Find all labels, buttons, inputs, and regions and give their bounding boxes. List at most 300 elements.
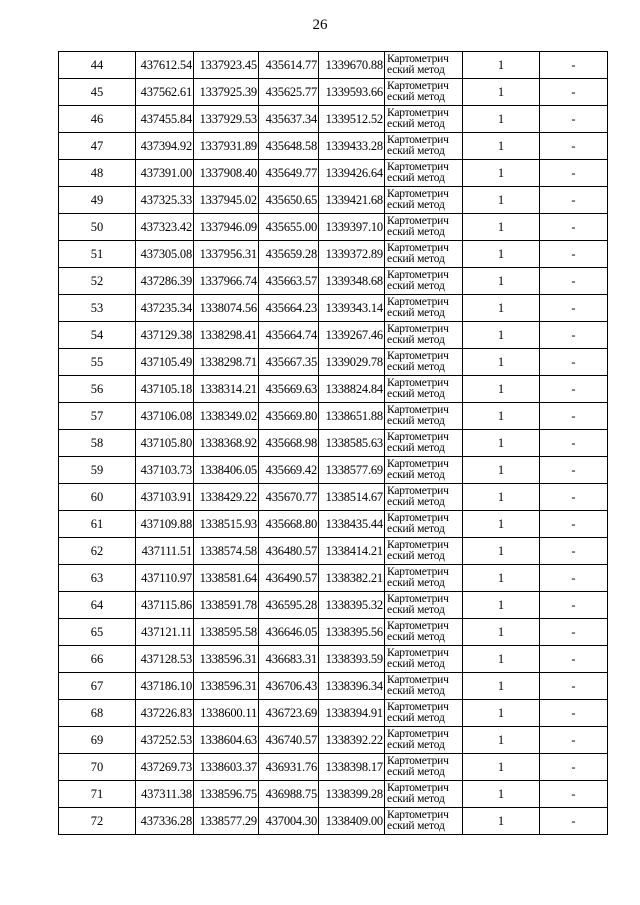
- method-cell: [385, 430, 463, 457]
- x2-coordinate-cell: 435668.80: [259, 511, 319, 538]
- x2-coordinate-cell: 435669.42: [259, 457, 319, 484]
- description-cell: -: [540, 349, 608, 376]
- x1-coordinate-cell: 437394.92: [136, 133, 194, 160]
- y1-coordinate-cell: 1338074.56: [194, 295, 259, 322]
- y1-coordinate-cell: 1338596.31: [194, 673, 259, 700]
- method-text-line: Картометрич: [387, 323, 449, 335]
- y2-coordinate-cell: 1339421.68: [319, 187, 385, 214]
- method-text-line: еский метод: [387, 739, 445, 751]
- method-text-line: еский метод: [387, 172, 445, 184]
- accuracy-cell: 1: [463, 511, 540, 538]
- description-cell: -: [540, 322, 608, 349]
- method-text-line: еский метод: [387, 631, 445, 643]
- method-cell: [385, 619, 463, 646]
- point-number-cell: 52: [59, 268, 136, 295]
- method-text-line: Картометрич: [387, 215, 449, 227]
- x2-coordinate-cell: 437004.30: [259, 808, 319, 835]
- accuracy-cell: 1: [463, 187, 540, 214]
- method-text-line: Картометрич: [387, 539, 449, 551]
- x2-coordinate-cell: 435670.77: [259, 484, 319, 511]
- x2-coordinate-cell: 436683.31: [259, 646, 319, 673]
- accuracy-cell: 1: [463, 349, 540, 376]
- point-number-cell: 49: [59, 187, 136, 214]
- x2-coordinate-cell: 435614.77: [259, 52, 319, 79]
- accuracy-cell: 1: [463, 808, 540, 835]
- point-number-cell: 50: [59, 214, 136, 241]
- table-row: [59, 430, 608, 457]
- description-cell: -: [540, 376, 608, 403]
- y1-coordinate-cell: 1337925.39: [194, 79, 259, 106]
- description-cell: -: [540, 430, 608, 457]
- description-cell: -: [540, 619, 608, 646]
- accuracy-cell: 1: [463, 592, 540, 619]
- table-row: [59, 79, 608, 106]
- x2-coordinate-cell: 435637.34: [259, 106, 319, 133]
- x1-coordinate-cell: 437226.83: [136, 700, 194, 727]
- method-text-line: Картометрич: [387, 161, 449, 173]
- method-cell: [385, 133, 463, 160]
- x2-coordinate-cell: 435664.74: [259, 322, 319, 349]
- x2-coordinate-cell: 435663.57: [259, 268, 319, 295]
- x2-coordinate-cell: 436595.28: [259, 592, 319, 619]
- method-text-line: еский метод: [387, 91, 445, 103]
- x2-coordinate-cell: 436706.43: [259, 673, 319, 700]
- method-text-line: Картометрич: [387, 431, 449, 443]
- y1-coordinate-cell: 1338596.75: [194, 781, 259, 808]
- method-text-line: еский метод: [387, 118, 445, 130]
- coordinates-table: [58, 51, 608, 835]
- x2-coordinate-cell: 436988.75: [259, 781, 319, 808]
- point-number-cell: 48: [59, 160, 136, 187]
- point-number-cell: 65: [59, 619, 136, 646]
- method-text-line: Картометрич: [387, 107, 449, 119]
- method-text-line: Картометрич: [387, 674, 449, 686]
- table-row: [59, 781, 608, 808]
- method-text-line: еский метод: [387, 469, 445, 481]
- x1-coordinate-cell: 437235.34: [136, 295, 194, 322]
- point-number-cell: 61: [59, 511, 136, 538]
- method-text-line: еский метод: [387, 307, 445, 319]
- y2-coordinate-cell: 1338577.69: [319, 457, 385, 484]
- method-cell: [385, 322, 463, 349]
- method-text-line: Картометрич: [387, 701, 449, 713]
- y2-coordinate-cell: 1339426.64: [319, 160, 385, 187]
- x2-coordinate-cell: 436480.57: [259, 538, 319, 565]
- description-cell: -: [540, 727, 608, 754]
- x1-coordinate-cell: 437336.28: [136, 808, 194, 835]
- y1-coordinate-cell: 1337908.40: [194, 160, 259, 187]
- method-cell: [385, 781, 463, 808]
- point-number-cell: 67: [59, 673, 136, 700]
- table-row: [59, 133, 608, 160]
- table-row: [59, 52, 608, 79]
- method-text-line: еский метод: [387, 793, 445, 805]
- x1-coordinate-cell: 437128.53: [136, 646, 194, 673]
- accuracy-cell: 1: [463, 781, 540, 808]
- y2-coordinate-cell: 1338414.21: [319, 538, 385, 565]
- method-cell: [385, 160, 463, 187]
- accuracy-cell: 1: [463, 241, 540, 268]
- y1-coordinate-cell: 1338314.21: [194, 376, 259, 403]
- x1-coordinate-cell: 437129.38: [136, 322, 194, 349]
- y1-coordinate-cell: 1338298.41: [194, 322, 259, 349]
- method-cell: [385, 592, 463, 619]
- description-cell: -: [540, 538, 608, 565]
- method-text-line: Картометрич: [387, 512, 449, 524]
- method-text-line: Картометрич: [387, 458, 449, 470]
- y2-coordinate-cell: 1339348.68: [319, 268, 385, 295]
- accuracy-cell: 1: [463, 457, 540, 484]
- table-row: [59, 511, 608, 538]
- method-text-line: Картометрич: [387, 296, 449, 308]
- x2-coordinate-cell: 435668.98: [259, 430, 319, 457]
- accuracy-cell: 1: [463, 160, 540, 187]
- method-text-line: Картометрич: [387, 782, 449, 794]
- method-text-line: Картометрич: [387, 188, 449, 200]
- method-cell: [385, 214, 463, 241]
- description-cell: -: [540, 808, 608, 835]
- method-text-line: еский метод: [387, 685, 445, 697]
- y1-coordinate-cell: 1338574.58: [194, 538, 259, 565]
- method-text-line: Картометрич: [387, 809, 449, 821]
- method-cell: [385, 106, 463, 133]
- x1-coordinate-cell: 437311.38: [136, 781, 194, 808]
- method-cell: [385, 646, 463, 673]
- table-row: [59, 349, 608, 376]
- point-number-cell: 70: [59, 754, 136, 781]
- method-text-line: еский метод: [387, 334, 445, 346]
- x2-coordinate-cell: 436931.76: [259, 754, 319, 781]
- x2-coordinate-cell: 435648.58: [259, 133, 319, 160]
- accuracy-cell: 1: [463, 727, 540, 754]
- table-row: [59, 295, 608, 322]
- method-cell: [385, 187, 463, 214]
- method-text-line: еский метод: [387, 658, 445, 670]
- y2-coordinate-cell: 1338409.00: [319, 808, 385, 835]
- table-row: [59, 673, 608, 700]
- accuracy-cell: 1: [463, 700, 540, 727]
- point-number-cell: 51: [59, 241, 136, 268]
- x2-coordinate-cell: 435625.77: [259, 79, 319, 106]
- x2-coordinate-cell: 435649.77: [259, 160, 319, 187]
- point-number-cell: 56: [59, 376, 136, 403]
- method-cell: [385, 79, 463, 106]
- method-cell: [385, 700, 463, 727]
- y2-coordinate-cell: 1339397.10: [319, 214, 385, 241]
- x1-coordinate-cell: 437106.08: [136, 403, 194, 430]
- y1-coordinate-cell: 1337956.31: [194, 241, 259, 268]
- point-number-cell: 72: [59, 808, 136, 835]
- table-row: [59, 727, 608, 754]
- x1-coordinate-cell: 437269.73: [136, 754, 194, 781]
- table-row: [59, 646, 608, 673]
- y1-coordinate-cell: 1337966.74: [194, 268, 259, 295]
- method-text-line: еский метод: [387, 712, 445, 724]
- y2-coordinate-cell: 1338395.56: [319, 619, 385, 646]
- accuracy-cell: 1: [463, 673, 540, 700]
- x2-coordinate-cell: 436723.69: [259, 700, 319, 727]
- description-cell: -: [540, 754, 608, 781]
- x2-coordinate-cell: 435650.65: [259, 187, 319, 214]
- description-cell: -: [540, 268, 608, 295]
- method-text-line: еский метод: [387, 415, 445, 427]
- x1-coordinate-cell: 437325.33: [136, 187, 194, 214]
- description-cell: -: [540, 646, 608, 673]
- y2-coordinate-cell: 1338395.32: [319, 592, 385, 619]
- point-number-cell: 58: [59, 430, 136, 457]
- y2-coordinate-cell: 1338392.22: [319, 727, 385, 754]
- method-cell: [385, 565, 463, 592]
- y2-coordinate-cell: 1339670.88: [319, 52, 385, 79]
- accuracy-cell: 1: [463, 754, 540, 781]
- y1-coordinate-cell: 1338604.63: [194, 727, 259, 754]
- method-text-line: Картометрич: [387, 350, 449, 362]
- method-text-line: еский метод: [387, 226, 445, 238]
- x1-coordinate-cell: 437121.11: [136, 619, 194, 646]
- point-number-cell: 68: [59, 700, 136, 727]
- method-cell: [385, 295, 463, 322]
- y2-coordinate-cell: 1339433.28: [319, 133, 385, 160]
- y2-coordinate-cell: 1338651.88: [319, 403, 385, 430]
- accuracy-cell: 1: [463, 538, 540, 565]
- description-cell: -: [540, 295, 608, 322]
- description-cell: -: [540, 214, 608, 241]
- point-number-cell: 46: [59, 106, 136, 133]
- accuracy-cell: 1: [463, 619, 540, 646]
- method-text-line: еский метод: [387, 145, 445, 157]
- x1-coordinate-cell: 437111.51: [136, 538, 194, 565]
- table-row: [59, 106, 608, 133]
- x1-coordinate-cell: 437110.97: [136, 565, 194, 592]
- y1-coordinate-cell: 1338406.05: [194, 457, 259, 484]
- method-text-line: еский метод: [387, 766, 445, 778]
- x1-coordinate-cell: 437562.61: [136, 79, 194, 106]
- x1-coordinate-cell: 437109.88: [136, 511, 194, 538]
- y1-coordinate-cell: 1337946.09: [194, 214, 259, 241]
- description-cell: -: [540, 160, 608, 187]
- y2-coordinate-cell: 1338398.17: [319, 754, 385, 781]
- point-number-cell: 53: [59, 295, 136, 322]
- table-row: [59, 484, 608, 511]
- x1-coordinate-cell: 437105.18: [136, 376, 194, 403]
- method-text-line: еский метод: [387, 253, 445, 265]
- y1-coordinate-cell: 1338591.78: [194, 592, 259, 619]
- description-cell: -: [540, 187, 608, 214]
- description-cell: -: [540, 592, 608, 619]
- method-cell: [385, 52, 463, 79]
- x1-coordinate-cell: 437105.80: [136, 430, 194, 457]
- y1-coordinate-cell: 1338603.37: [194, 754, 259, 781]
- method-text-line: еский метод: [387, 820, 445, 832]
- point-number-cell: 64: [59, 592, 136, 619]
- x1-coordinate-cell: 437323.42: [136, 214, 194, 241]
- method-text-line: Картометрич: [387, 566, 449, 578]
- y2-coordinate-cell: 1339593.66: [319, 79, 385, 106]
- point-number-cell: 66: [59, 646, 136, 673]
- x1-coordinate-cell: 437186.10: [136, 673, 194, 700]
- x2-coordinate-cell: 435664.23: [259, 295, 319, 322]
- table-row: [59, 592, 608, 619]
- table-row: [59, 214, 608, 241]
- method-cell: [385, 376, 463, 403]
- accuracy-cell: 1: [463, 295, 540, 322]
- description-cell: -: [540, 484, 608, 511]
- y1-coordinate-cell: 1337923.45: [194, 52, 259, 79]
- table-row: [59, 457, 608, 484]
- y2-coordinate-cell: 1339343.14: [319, 295, 385, 322]
- method-text-line: Картометрич: [387, 485, 449, 497]
- y2-coordinate-cell: 1338435.44: [319, 511, 385, 538]
- y1-coordinate-cell: 1338595.58: [194, 619, 259, 646]
- description-cell: -: [540, 673, 608, 700]
- x2-coordinate-cell: 435669.80: [259, 403, 319, 430]
- y2-coordinate-cell: 1338514.67: [319, 484, 385, 511]
- x1-coordinate-cell: 437115.86: [136, 592, 194, 619]
- x1-coordinate-cell: 437103.73: [136, 457, 194, 484]
- x2-coordinate-cell: 435659.28: [259, 241, 319, 268]
- point-number-cell: 63: [59, 565, 136, 592]
- y2-coordinate-cell: 1338824.84: [319, 376, 385, 403]
- table-row: [59, 619, 608, 646]
- x2-coordinate-cell: 435669.63: [259, 376, 319, 403]
- method-cell: [385, 754, 463, 781]
- accuracy-cell: 1: [463, 403, 540, 430]
- method-cell: [385, 241, 463, 268]
- x1-coordinate-cell: 437612.54: [136, 52, 194, 79]
- description-cell: -: [540, 457, 608, 484]
- accuracy-cell: 1: [463, 430, 540, 457]
- x1-coordinate-cell: 437105.49: [136, 349, 194, 376]
- method-text-line: еский метод: [387, 361, 445, 373]
- method-text-line: Картометрич: [387, 53, 449, 65]
- table-row: [59, 241, 608, 268]
- x1-coordinate-cell: 437391.00: [136, 160, 194, 187]
- method-text-line: еский метод: [387, 550, 445, 562]
- y2-coordinate-cell: 1338396.34: [319, 673, 385, 700]
- point-number-cell: 71: [59, 781, 136, 808]
- method-text-line: Картометрич: [387, 593, 449, 605]
- y2-coordinate-cell: 1338382.21: [319, 565, 385, 592]
- table-row: [59, 403, 608, 430]
- method-text-line: еский метод: [387, 523, 445, 535]
- method-text-line: Картометрич: [387, 728, 449, 740]
- description-cell: -: [540, 700, 608, 727]
- method-text-line: еский метод: [387, 604, 445, 616]
- accuracy-cell: 1: [463, 214, 540, 241]
- accuracy-cell: 1: [463, 484, 540, 511]
- y1-coordinate-cell: 1337929.53: [194, 106, 259, 133]
- accuracy-cell: 1: [463, 646, 540, 673]
- method-cell: [385, 808, 463, 835]
- description-cell: -: [540, 565, 608, 592]
- y1-coordinate-cell: 1338596.31: [194, 646, 259, 673]
- y2-coordinate-cell: 1339029.78: [319, 349, 385, 376]
- description-cell: -: [540, 52, 608, 79]
- accuracy-cell: 1: [463, 322, 540, 349]
- description-cell: -: [540, 511, 608, 538]
- table-row: [59, 268, 608, 295]
- table-row: [59, 538, 608, 565]
- table-row: [59, 187, 608, 214]
- y1-coordinate-cell: 1337945.02: [194, 187, 259, 214]
- point-number-cell: 44: [59, 52, 136, 79]
- page-number: 26: [312, 17, 328, 33]
- method-cell: [385, 727, 463, 754]
- x2-coordinate-cell: 436646.05: [259, 619, 319, 646]
- table-body: [59, 52, 608, 835]
- table-row: [59, 808, 608, 835]
- method-text-line: еский метод: [387, 388, 445, 400]
- accuracy-cell: 1: [463, 79, 540, 106]
- y2-coordinate-cell: 1339372.89: [319, 241, 385, 268]
- description-cell: -: [540, 781, 608, 808]
- table-row: [59, 376, 608, 403]
- x2-coordinate-cell: 435655.00: [259, 214, 319, 241]
- method-cell: [385, 673, 463, 700]
- accuracy-cell: 1: [463, 376, 540, 403]
- point-number-cell: 54: [59, 322, 136, 349]
- method-cell: [385, 511, 463, 538]
- method-cell: [385, 349, 463, 376]
- description-cell: -: [540, 241, 608, 268]
- description-cell: -: [540, 403, 608, 430]
- description-cell: -: [540, 133, 608, 160]
- point-number-cell: 62: [59, 538, 136, 565]
- point-number-cell: 57: [59, 403, 136, 430]
- y1-coordinate-cell: 1338298.71: [194, 349, 259, 376]
- accuracy-cell: 1: [463, 106, 540, 133]
- method-text-line: Картометрич: [387, 80, 449, 92]
- method-text-line: Картометрич: [387, 404, 449, 416]
- method-cell: [385, 403, 463, 430]
- method-text-line: еский метод: [387, 199, 445, 211]
- method-text-line: еский метод: [387, 280, 445, 292]
- y2-coordinate-cell: 1338394.91: [319, 700, 385, 727]
- accuracy-cell: 1: [463, 133, 540, 160]
- y2-coordinate-cell: 1339512.52: [319, 106, 385, 133]
- point-number-cell: 55: [59, 349, 136, 376]
- y1-coordinate-cell: 1338600.11: [194, 700, 259, 727]
- description-cell: -: [540, 79, 608, 106]
- y1-coordinate-cell: 1338429.22: [194, 484, 259, 511]
- y1-coordinate-cell: 1338577.29: [194, 808, 259, 835]
- method-cell: [385, 538, 463, 565]
- x1-coordinate-cell: 437305.08: [136, 241, 194, 268]
- method-cell: [385, 484, 463, 511]
- point-number-cell: 60: [59, 484, 136, 511]
- y1-coordinate-cell: 1337931.89: [194, 133, 259, 160]
- table-row: [59, 160, 608, 187]
- y2-coordinate-cell: 1338585.63: [319, 430, 385, 457]
- method-text-line: Картометрич: [387, 620, 449, 632]
- y2-coordinate-cell: 1338399.28: [319, 781, 385, 808]
- method-text-line: Картометрич: [387, 377, 449, 389]
- accuracy-cell: 1: [463, 268, 540, 295]
- x1-coordinate-cell: 437286.39: [136, 268, 194, 295]
- accuracy-cell: 1: [463, 52, 540, 79]
- method-text-line: еский метод: [387, 496, 445, 508]
- point-number-cell: 59: [59, 457, 136, 484]
- y1-coordinate-cell: 1338515.93: [194, 511, 259, 538]
- method-text-line: еский метод: [387, 577, 445, 589]
- table-row: [59, 565, 608, 592]
- method-text-line: Картометрич: [387, 269, 449, 281]
- x1-coordinate-cell: 437455.84: [136, 106, 194, 133]
- y1-coordinate-cell: 1338368.92: [194, 430, 259, 457]
- y2-coordinate-cell: 1339267.46: [319, 322, 385, 349]
- x1-coordinate-cell: 437103.91: [136, 484, 194, 511]
- y2-coordinate-cell: 1338393.59: [319, 646, 385, 673]
